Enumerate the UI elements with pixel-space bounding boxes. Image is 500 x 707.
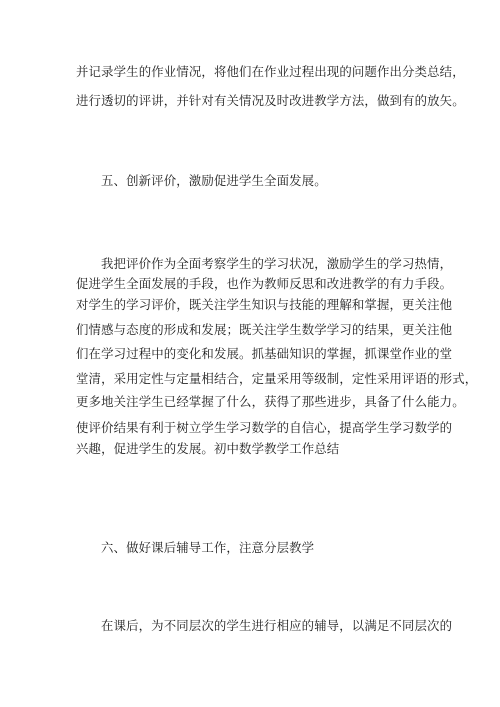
paragraph-line: 促进学生全面发展的手段，也作为教师反思和改进教学的有力手段。 xyxy=(76,276,453,291)
paragraph-line: 们情感与态度的形成和发展；既关注学生数学学习的结果，更关注他 xyxy=(76,322,453,337)
paragraph-line: 更多地关注学生已经掌握了什么，获得了那些进步，具备了什么能力。 xyxy=(76,394,465,409)
paragraph-line: 在课后，为不同层次的学生进行相应的辅导，以满足不同层次的 xyxy=(101,618,453,633)
section-heading-5: 五、创新评价，激励促进学生全面发展。 xyxy=(101,173,327,188)
section-heading-6: 六、做好课后辅导工作，注意分层教学 xyxy=(101,540,315,555)
paragraph-line: 并记录学生的作业情况，将他们在作业过程出现的问题作出分类总结， xyxy=(76,64,465,79)
paragraph-line: 兴趣，促进学生的发展。初中数学教学工作总结 xyxy=(76,441,340,456)
paragraph-line: 进行透切的评讲，并针对有关情况及时改进教学方法，做到有的放矢。 xyxy=(76,93,465,108)
paragraph-line: 们在学习过程中的变化和发展。抓基础知识的掌握，抓课堂作业的堂 xyxy=(76,346,453,361)
paragraph-line: 对学生的学习评价，既关注学生知识与技能的理解和掌握，更关注他 xyxy=(76,297,453,312)
paragraph-line: 我把评价作为全面考察学生的学习状况，激励学生的学习热情， xyxy=(101,256,453,271)
paragraph-line: 堂清，采用定性与定量相结合，定量采用等级制，定性采用评语的形式， xyxy=(76,371,478,386)
paragraph-line: 使评价结果有利于树立学生学习数学的自信心，提高学生学习数学的 xyxy=(76,420,453,435)
